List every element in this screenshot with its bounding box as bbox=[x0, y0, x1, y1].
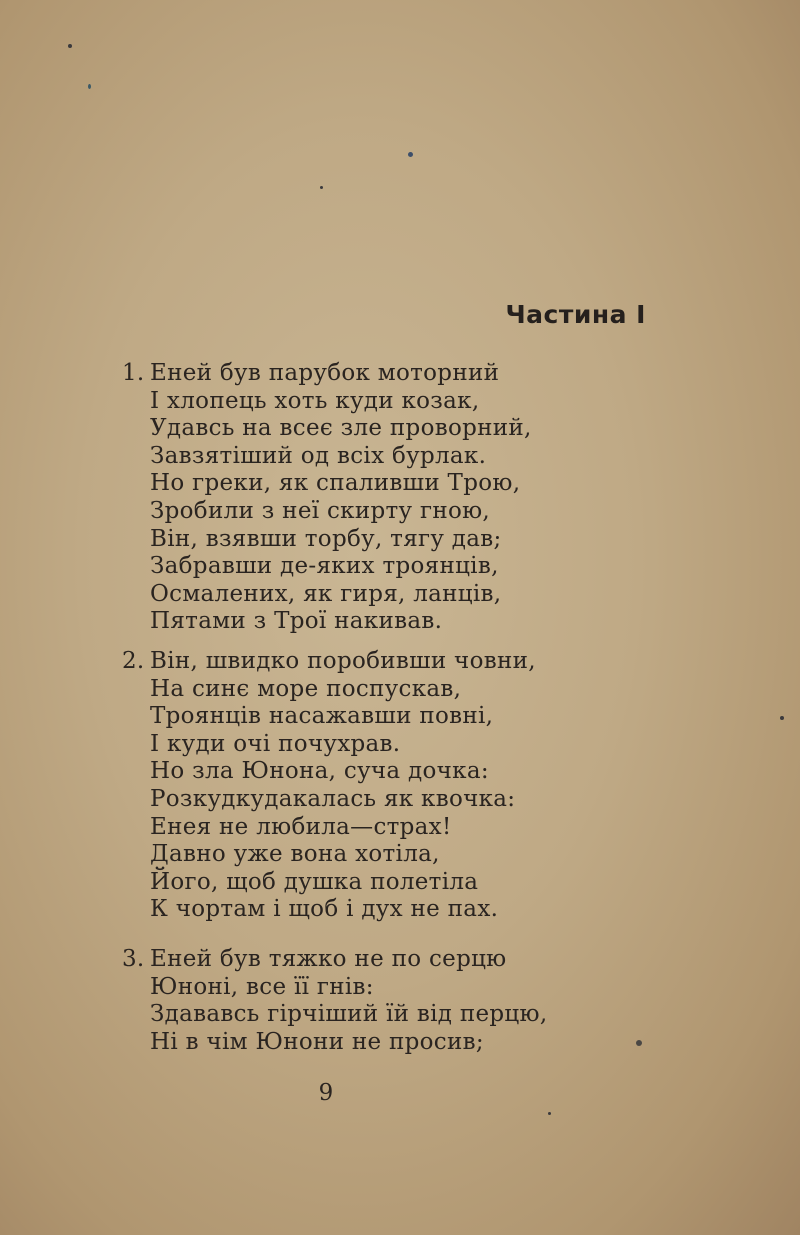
page-number: 9 bbox=[318, 1080, 334, 1106]
verse-line-text: Зробили з неї скирту гною, bbox=[150, 497, 491, 524]
verse-line bbox=[118, 553, 588, 581]
verse-line-text: Но греки, як спаливши Трою, bbox=[150, 470, 521, 497]
stanza-3 bbox=[118, 946, 588, 1056]
verse-line bbox=[118, 360, 588, 388]
stanza-1 bbox=[118, 360, 588, 636]
verse-line-text: Но зла Юнона, суча дочка: bbox=[150, 758, 489, 785]
verse-line-text: К чортам і щоб і дух не пах. bbox=[150, 896, 499, 923]
verse-line bbox=[118, 841, 588, 869]
verse-line bbox=[118, 388, 588, 416]
verse-line bbox=[118, 443, 588, 471]
stanza-number: 2. bbox=[122, 648, 145, 674]
verse-line-text: Юноні, все її гнів: bbox=[150, 973, 374, 1000]
verse-line-text: Забравши де-яких троянців, bbox=[150, 553, 499, 580]
stanza-number: 3. bbox=[122, 946, 145, 972]
verse-line-text: Троянців насажавши повні, bbox=[150, 703, 494, 730]
verse-line bbox=[118, 608, 588, 636]
verse-line-text: На синє море поспускав, bbox=[150, 675, 462, 702]
stanza-number: 1. bbox=[122, 360, 145, 386]
verse-line-text: Розкудкудакалась як квочка: bbox=[150, 785, 516, 812]
ink-speck bbox=[320, 186, 323, 189]
verse-line-text: Ні в чім Юнони не просив; bbox=[150, 1028, 484, 1055]
verse-line bbox=[118, 415, 588, 443]
ink-speck bbox=[780, 716, 784, 720]
verse-line bbox=[118, 1001, 588, 1029]
verse-line-text: Осмалених, як гиря, ланців, bbox=[150, 580, 502, 607]
ink-speck bbox=[408, 152, 413, 157]
verse-line bbox=[118, 648, 588, 676]
verse-line bbox=[118, 1029, 588, 1057]
verse-line-text: Завзятіший од всіх бурлак. bbox=[150, 442, 487, 469]
verse-line-text: Пятами з Трої накивав. bbox=[150, 608, 443, 635]
verse-line-text: І куди очі почухрав. bbox=[150, 730, 401, 757]
verse-line bbox=[118, 703, 588, 731]
verse-line-text: Він, взявши торбу, тягу дав; bbox=[150, 525, 502, 552]
ink-speck bbox=[88, 84, 91, 89]
verse-line bbox=[118, 758, 588, 786]
ink-speck bbox=[636, 1040, 642, 1046]
verse-line bbox=[118, 470, 588, 498]
verse-line bbox=[118, 581, 588, 609]
verse-line bbox=[118, 526, 588, 554]
verse-line-text: І хлопець хоть куди козак, bbox=[150, 387, 480, 414]
verse-line bbox=[118, 814, 588, 842]
verse-line-text: Давно уже вона хотіла, bbox=[150, 841, 440, 868]
verse-line-text: Еней був парубок моторний bbox=[150, 360, 500, 386]
ink-speck bbox=[68, 44, 72, 48]
verse-line bbox=[118, 869, 588, 897]
part-title-text: Частина І bbox=[505, 300, 646, 329]
ink-speck bbox=[548, 1112, 551, 1115]
part-title bbox=[0, 300, 646, 329]
verse-line-text: Еней був тяжко не по серцю bbox=[150, 946, 507, 972]
stanza-2 bbox=[118, 648, 588, 924]
verse-line-text: Його, щоб душка полетіла bbox=[150, 868, 479, 895]
verse-line-text: Удавсь на всеє зле проворний, bbox=[150, 415, 532, 442]
verse-line-text: Він, швидко поробивши човни, bbox=[150, 648, 536, 674]
verse-line bbox=[118, 974, 588, 1002]
verse-line-text: Здававсь гірчіший їй від перцю, bbox=[150, 1001, 548, 1028]
verse-line bbox=[118, 946, 588, 974]
verse-line bbox=[118, 731, 588, 759]
verse-line bbox=[118, 676, 588, 704]
verse-line-text: Енея не любила—страх! bbox=[150, 813, 452, 840]
verse-line bbox=[118, 896, 588, 924]
verse-line bbox=[118, 498, 588, 526]
verse-line bbox=[118, 786, 588, 814]
